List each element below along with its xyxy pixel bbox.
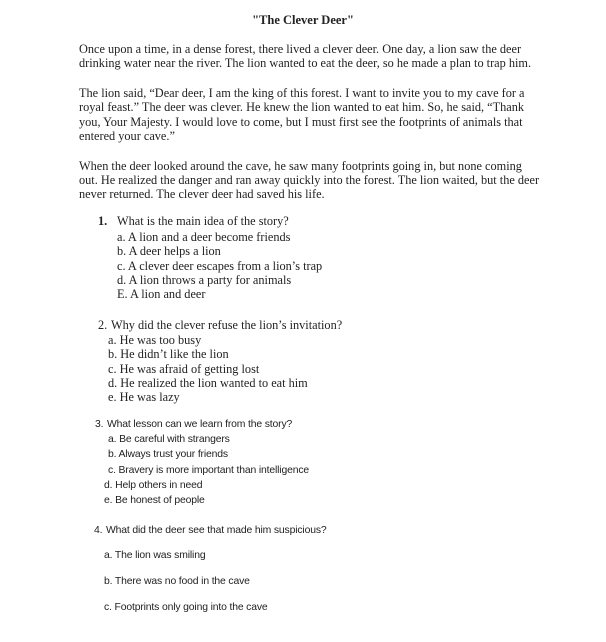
answer-option[interactable]: b. Always trust your friends	[108, 449, 228, 460]
answer-option[interactable]: c. A clever deer escapes from a lion’s trap	[117, 258, 323, 273]
question-text: What did the deer see that made him suspicious?	[106, 525, 327, 536]
question-number: 4.	[94, 525, 103, 536]
answer-option[interactable]: E. A lion and deer	[117, 287, 206, 301]
answer-option[interactable]: a. Be careful with strangers	[108, 434, 230, 445]
answer-option[interactable]: b. He didn’t like the lion	[108, 347, 229, 361]
paragraph-line: out. He realized the danger and ran away quickly into the forest. The lion waited, but the deer	[79, 173, 540, 187]
answer-option[interactable]: b. A deer helps a lion	[117, 244, 221, 258]
answer-option[interactable]: a. He was too busy	[108, 333, 202, 347]
question-text: What lesson can we learn from the story?	[107, 419, 293, 430]
question-number: 3.	[95, 419, 104, 430]
answer-option[interactable]: d. Help others in need	[104, 480, 203, 491]
question-number: 2.	[98, 318, 108, 332]
answer-option[interactable]: d. A lion throws a party for animals	[117, 273, 292, 287]
paragraph-line: The lion said, “Dear deer, I am the king of this forest. I want to invite you to my cave for a	[79, 86, 525, 100]
answer-option[interactable]: d. He realized the lion wanted to eat him	[108, 376, 308, 390]
answer-option[interactable]: c. Footprints only going into the cave	[104, 602, 268, 613]
answer-option[interactable]: e. Be honest of people	[104, 495, 205, 506]
question-text: What is the main idea of the story?	[117, 214, 289, 228]
answer-option[interactable]: a. The lion was smiling	[104, 550, 206, 561]
question-text: Why did the clever refuse the lion’s invitation?	[111, 318, 343, 332]
answer-option[interactable]: c. Bravery is more important than intelligence	[108, 464, 310, 476]
paragraph-line: you, Your Majesty. I would love to come, but I must first see the footprints of animals that	[79, 114, 523, 129]
question-number: 1.	[98, 214, 108, 228]
paragraph-line: never returned. The clever deer had saved his life.	[79, 187, 325, 201]
answer-option[interactable]: b. There was no food in the cave	[104, 576, 250, 587]
paragraph-line: royal feast.” The deer was clever. He knew the lion wanted to eat him. So, he said, “Thank	[79, 100, 525, 114]
answer-option[interactable]: e. He was lazy	[108, 390, 180, 404]
story-title: "The Clever Deer"	[252, 13, 354, 27]
paragraph-line: entered your cave.”	[79, 129, 175, 143]
paragraph-line: When the deer looked around the cave, he saw many footprints going in, but none coming	[79, 159, 522, 173]
answer-option[interactable]: a. A lion and a deer become friends	[117, 230, 291, 244]
paragraph-line: drinking water near the river. The lion wanted to eat the deer, so he made a plan to trap him.	[79, 56, 532, 70]
answer-option[interactable]: c. He was afraid of getting lost	[108, 361, 260, 376]
paragraph-line: Once upon a time, in a dense forest, there lived a clever deer. One day, a lion saw the deer	[79, 42, 522, 56]
